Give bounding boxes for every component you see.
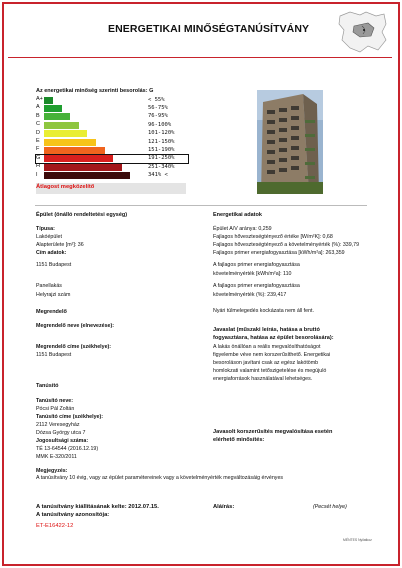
scale-bar bbox=[44, 105, 62, 112]
scale-bar bbox=[44, 113, 70, 120]
certificate-id-label: A tanúsítvány azonosítója: bbox=[36, 512, 110, 518]
certificate-id-value: ET-E16422-12 bbox=[36, 523, 74, 529]
address-label: Cím adatok: bbox=[36, 250, 67, 256]
client-name-label: Megrendelő neve (elnevezése): bbox=[36, 323, 115, 329]
energy-line: Fajlagos primer energiafogyasztása [kWh/m²a]: 263,359 bbox=[213, 250, 345, 256]
proposal-line: A lakás önállóan a reális megvalósíthatóságot bbox=[213, 344, 321, 350]
scale-row bbox=[36, 130, 188, 138]
stamp-placeholder: (Pecsét helye) bbox=[313, 504, 347, 510]
energy-line: Épület A/V aránya: 0,259 bbox=[213, 226, 272, 232]
scale-bar bbox=[44, 147, 105, 154]
scale-bar bbox=[44, 164, 122, 171]
scale-row bbox=[36, 121, 188, 129]
issue-date: A tanúsítvány kiállításának kelte: 2012.07.15. bbox=[36, 504, 159, 510]
signature-label: Aláírás: bbox=[213, 504, 235, 510]
scale-letter: D bbox=[36, 129, 40, 136]
scale-bar bbox=[44, 130, 87, 137]
notes-text: A tanúsítvány 10 évig, vagy az épület paramétereinek vagy a követelményérték megváltozásáig érvényes bbox=[36, 475, 284, 481]
scale-bar bbox=[44, 139, 96, 146]
scale-letter: A bbox=[36, 104, 40, 111]
scale-bar bbox=[44, 97, 53, 104]
scale-percent: 101-120% bbox=[148, 130, 175, 137]
address-extra-2: Helyrajzi szám bbox=[36, 292, 71, 298]
type-value: Lakóépület bbox=[36, 234, 62, 240]
energy-line: Fajlagos hőveszteségtényező értéke [W/m²K]: 0,68 bbox=[213, 234, 333, 240]
header-divider bbox=[8, 57, 392, 58]
scale-letter: B bbox=[36, 112, 40, 119]
energy-line: Fajlagos hőveszteségtényező a követelményérték (%): 339,79 bbox=[213, 242, 360, 248]
scale-percent: 191-250% bbox=[148, 155, 175, 162]
energy-line: követelményérték (%): 239,417 bbox=[213, 292, 287, 298]
scale-row bbox=[36, 155, 188, 163]
client-heading: Megrendelő bbox=[36, 309, 67, 315]
client-address-label: Megrendelő címe (székhelye): bbox=[36, 344, 112, 350]
proposal-line: figyelembe véve nem korszerűsíthető. Energetikai bbox=[213, 352, 331, 358]
scale-letter: F bbox=[36, 146, 40, 153]
footer-tiny-note: MÉNTES Nyilatkoz bbox=[343, 538, 372, 542]
scale-title: Az energetikai minőség szerinti besorolás: G bbox=[36, 88, 154, 94]
scale-percent: 251-340% bbox=[148, 163, 175, 170]
document-title: ENERGETIKAI MINŐSÉGTANÚSÍTVÁNY bbox=[108, 23, 310, 35]
scale-percent: < 55% bbox=[148, 96, 165, 103]
type-label: Típusa: bbox=[36, 226, 55, 232]
license-line: TÉ 13-64544 (2016.12.19) bbox=[36, 446, 99, 452]
building-photo bbox=[257, 90, 323, 194]
certifier-name-value: Pócsi Pál Zoltán bbox=[36, 406, 75, 412]
proposal-line: energiaforrások használatával lehetséges. bbox=[213, 376, 313, 382]
notes-heading: Megjegyzés: bbox=[36, 468, 68, 474]
building-heading: Épület (önálló rendeltetési egység) bbox=[36, 212, 128, 218]
scale-percent: 121-150% bbox=[148, 138, 175, 145]
scale-letter: E bbox=[36, 138, 40, 144]
hungary-map bbox=[338, 10, 388, 54]
scale-letter: A+ bbox=[36, 96, 43, 102]
proposal-heading: Javaslat (műszaki leírás, hatása a bruttó bbox=[213, 327, 320, 333]
address-extra-1: Panellakás bbox=[36, 283, 62, 289]
proposal-heading: fogyasztásra, hatása az épület besorolására): bbox=[213, 335, 334, 341]
proposal-line: homlokzati valamint tetőszigetelése és megújuló bbox=[213, 368, 327, 374]
scale-percent: 341% < bbox=[148, 172, 168, 179]
scale-row bbox=[36, 163, 188, 171]
certifier-heading: Tanúsító bbox=[36, 383, 59, 389]
scale-percent: 96-100% bbox=[148, 121, 172, 128]
scale-bar bbox=[44, 122, 79, 129]
certifier-address-label: Tanúsító címe (székhelye): bbox=[36, 414, 104, 420]
scale-percent: 76-95% bbox=[148, 113, 168, 120]
section-divider bbox=[35, 205, 367, 206]
license-label: Jogosultsági száma: bbox=[36, 438, 89, 444]
client-address-value: 1151 Budapest bbox=[36, 352, 72, 358]
scale-letter: G bbox=[36, 154, 41, 161]
scale-row bbox=[36, 96, 188, 104]
modernization-heading: elérhető minősítés: bbox=[213, 437, 265, 443]
certifier-name-label: Tanúsító neve: bbox=[36, 398, 73, 404]
energy-class-scale bbox=[36, 96, 188, 182]
energy-line: A fajlagos primer energiafogyasztása bbox=[213, 283, 300, 289]
certifier-address-line: Dózsa György utca 7 bbox=[36, 430, 86, 436]
proposal-line: besoroláson javítani csak az egész lakótömb bbox=[213, 360, 319, 366]
address-value: 1151 Budapest bbox=[36, 262, 72, 268]
energy-line: követelményérték [kWh/m²a]: 110 bbox=[213, 271, 292, 277]
license-line: MMK E-320/2011 bbox=[36, 454, 77, 460]
scale-bar bbox=[44, 172, 130, 179]
energy-line: A fajlagos primer energiafogyasztása bbox=[213, 262, 300, 268]
scale-row bbox=[36, 138, 188, 146]
scale-row bbox=[36, 172, 188, 180]
modernization-heading: Javasolt korszerűsítés megvalósítása esetén bbox=[213, 429, 333, 435]
scale-row bbox=[36, 104, 188, 112]
scale-letter: C bbox=[36, 121, 40, 128]
scale-percent: 151-190% bbox=[148, 146, 175, 153]
scale-row bbox=[36, 113, 188, 121]
certifier-address-line: 2112 Veresegyház bbox=[36, 422, 80, 428]
scale-row bbox=[36, 146, 188, 154]
overheating-note: Nyári túlmelegedés kockázata nem áll fent. bbox=[213, 308, 314, 314]
energy-heading: Energetikai adatok bbox=[213, 212, 262, 218]
scale-percent: 56-75% bbox=[148, 104, 168, 111]
scale-letter: H bbox=[36, 163, 40, 170]
area-label: Alapterülete [m²]: 36 bbox=[36, 242, 84, 248]
scale-bar bbox=[44, 155, 113, 162]
scale-letter: I bbox=[36, 171, 38, 178]
average-label: Átlagost megközelítő bbox=[36, 184, 95, 190]
